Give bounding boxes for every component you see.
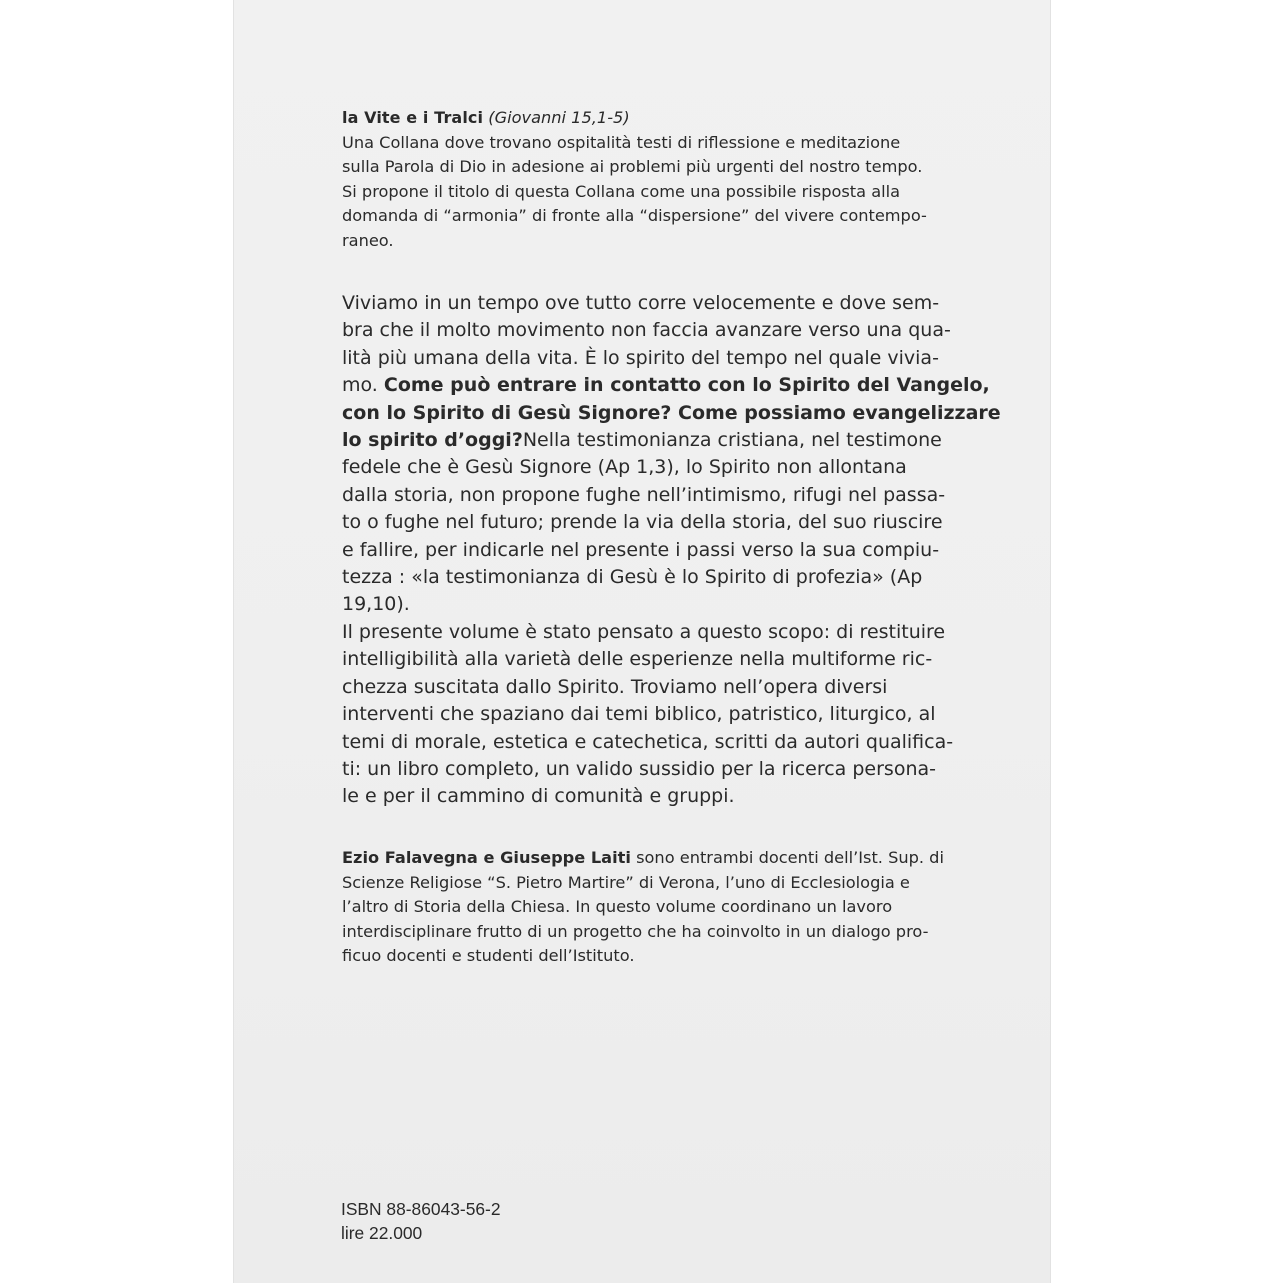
authors-bio (342, 846, 967, 969)
blurb-line: Viviamo in un tempo ove tutto corre velocemente e dove sem- (342, 292, 940, 314)
blurb-line: temi di morale, estetica e catechetica, scritti da autori qualifica- (342, 730, 954, 753)
blurb-line: chezza suscitata dallo Spirito. Troviamo nell’opera diversi (342, 675, 888, 698)
blurb-line (342, 427, 967, 454)
bio-line: interdisciplinare frutto di un progetto che ha coinvolto in un dialogo pro- (342, 921, 929, 941)
blurb-line: interventi che spaziano dai temi biblico, patristico, liturgico, al (342, 703, 936, 726)
blurb-question: Come può entrare in contatto con lo Spirito del Vangelo, (383, 374, 990, 397)
price-label: lire 22.000 (341, 1223, 423, 1243)
series-line: domanda di “armonia” di fronte alla “dispersione” del vivere contempo- (342, 206, 927, 226)
blurb-line: fedele che è Gesù Signore (Ap 1,3), lo Spirito non allontana (342, 456, 907, 479)
blurb-line: to o fughe nel futuro; prende la via della storia, del suo riuscire (342, 511, 943, 534)
series-description (342, 106, 967, 254)
imprint-info (341, 1197, 501, 1245)
blurb-line: dalla storia, non propone fughe nell’intimismo, rifugi nel passa- (342, 483, 946, 506)
blurb-text: mo. (342, 374, 384, 397)
bio-line: l’altro di Storia della Chiesa. In questo volume coordinano un lavoro (342, 897, 893, 917)
bio-line: Scienze Religiose “S. Pietro Martire” di Verona, l’uno di Ecclesiologia e (342, 872, 910, 892)
book-blurb (342, 290, 1001, 811)
series-title: la Vite e i Tralci (342, 108, 484, 127)
blurb-text: Nella testimonianza cristiana, nel testimone (522, 429, 942, 452)
blurb-line: bra che il molto movimento non faccia avanzare verso una qua- (342, 319, 951, 342)
series-heading (342, 106, 967, 131)
blurb-question: lo spirito d’oggi? (342, 429, 523, 452)
bio-text: sono entrambi docenti dell’Ist. Sup. di (630, 848, 944, 867)
blurb-line: tezza : «la testimonianza di Gesù è lo Spirito di profezia» (Ap (342, 566, 923, 589)
series-line: Si propone il titolo di questa Collana come una possibile risposta alla (342, 181, 901, 201)
blurb-line: intelligibilità alla varietà delle esperienze nella multiforme ric- (342, 648, 933, 671)
blurb-line (342, 372, 990, 399)
bio-line (342, 846, 967, 871)
blurb-line: ti: un libro completo, un valido sussidio per la ricerca persona- (342, 757, 936, 780)
series-reference: (Giovanni 15,1-5) (488, 108, 630, 127)
blurb-line: lità più umana della vita. È lo spirito del tempo nel quale vivia- (342, 346, 939, 369)
blurb-line: 19,10). (342, 593, 410, 616)
blurb-line: le e per il cammino di comunità e gruppi. (342, 785, 735, 808)
blurb-line: e fallire, per indicarle nel presente i passi verso la sua compiu- (342, 538, 940, 561)
author-names: Ezio Falavegna e Giuseppe Laiti (342, 848, 631, 867)
isbn-number: ISBN 88-86043-56-2 (341, 1199, 501, 1219)
series-line: Una Collana dove trovano ospitalità testi di riflessione e meditazione (342, 132, 901, 152)
series-line: sulla Parola di Dio in adesione ai problemi più urgenti del nostro tempo. (342, 157, 923, 177)
blurb-line: Il presente volume è stato pensato a questo scopo: di restituire (342, 620, 946, 643)
blurb-question: con lo Spirito di Gesù Signore? Come possiamo evangelizzare (342, 401, 1001, 424)
bio-line: ficuo docenti e studenti dell’Istituto. (342, 946, 635, 966)
series-line: raneo. (342, 230, 394, 250)
